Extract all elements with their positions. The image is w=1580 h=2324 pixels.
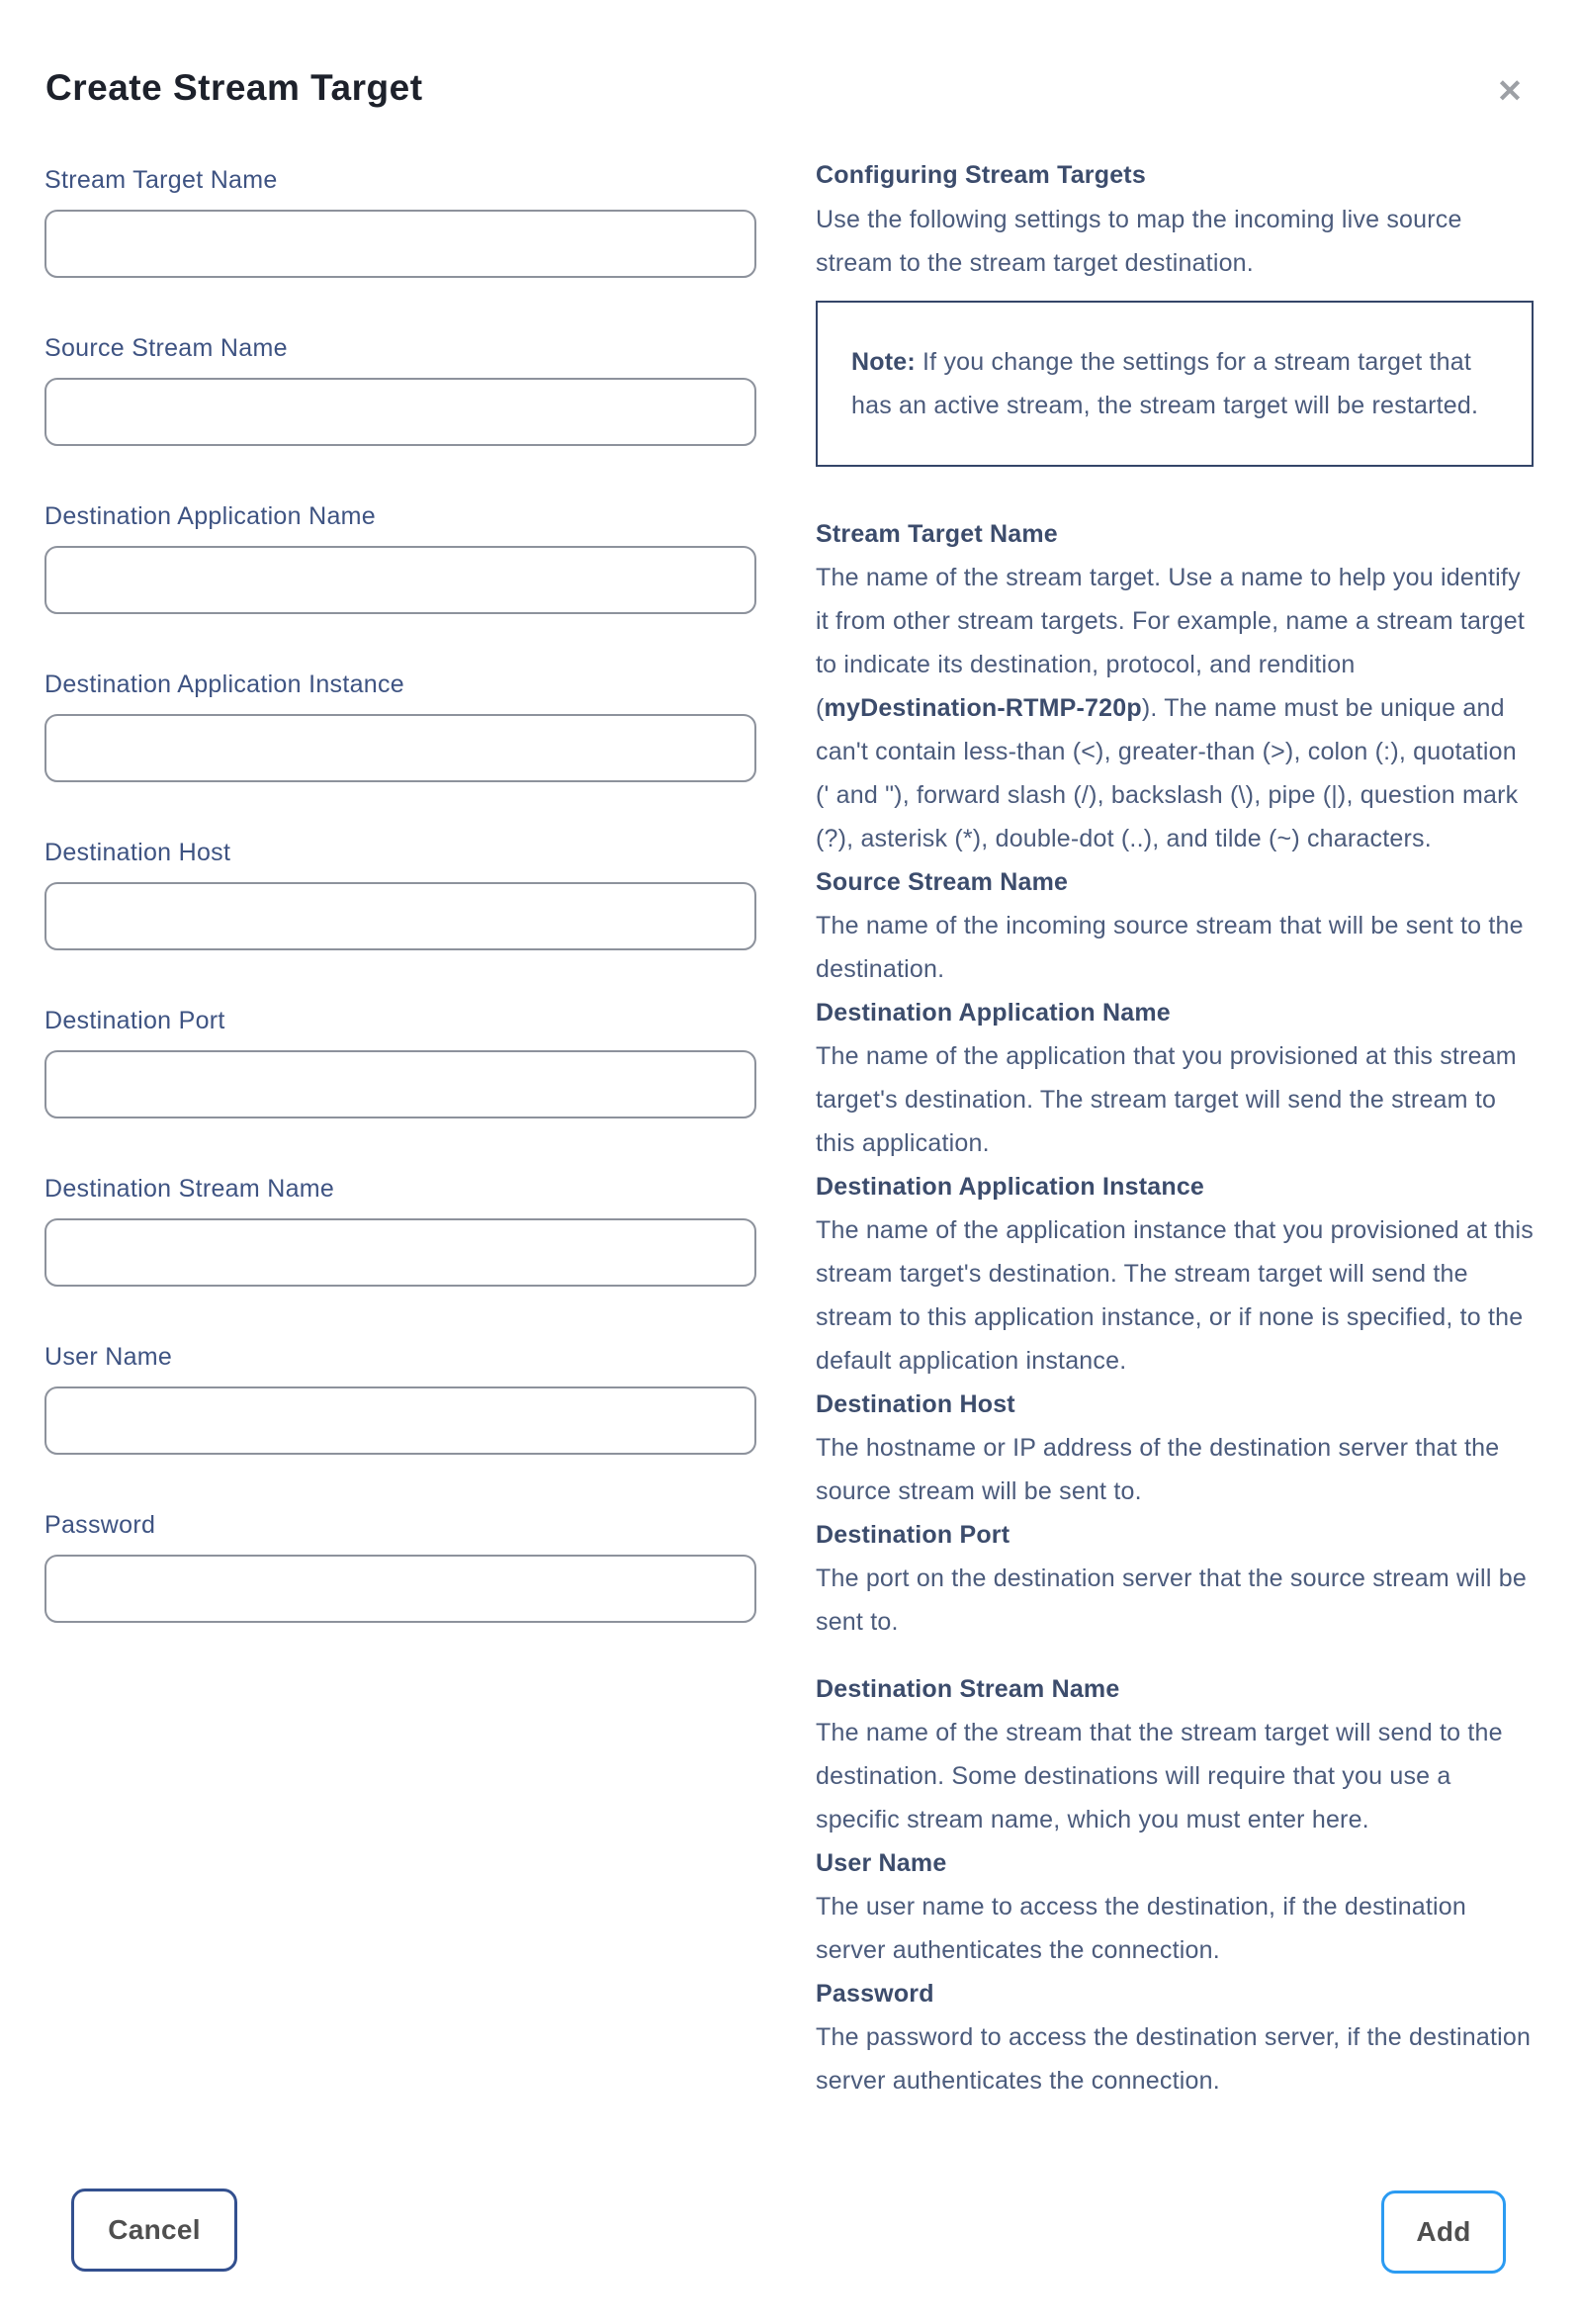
help-section-destination-host bbox=[816, 1383, 1534, 1513]
help-heading-password: Password bbox=[816, 1980, 934, 2008]
destination-application-name-input[interactable] bbox=[44, 546, 756, 614]
stream-target-name-input[interactable] bbox=[44, 210, 756, 278]
help-section-password bbox=[816, 1972, 1534, 2102]
note-box bbox=[816, 301, 1534, 467]
field-group-destination-stream-name bbox=[44, 1174, 756, 1287]
help-heading-destination-application-name: Destination Application Name bbox=[816, 999, 1171, 1027]
destination-host-input[interactable] bbox=[44, 882, 756, 950]
help-title: Configuring Stream Targets bbox=[816, 161, 1146, 189]
stream-target-form bbox=[44, 165, 756, 1678]
help-intro: Use the following settings to map the incoming live source stream to the stream target destination. bbox=[816, 206, 1462, 277]
add-button[interactable]: Add bbox=[1381, 2190, 1506, 2274]
field-label-password: Password bbox=[44, 1511, 156, 1539]
field-group-password bbox=[44, 1510, 756, 1623]
help-heading-user-name: User Name bbox=[816, 1849, 947, 1877]
destination-stream-name-input[interactable] bbox=[44, 1218, 756, 1287]
note-text: Note: If you change the settings for a stream target that has an active stream, the stream target will be restarted. bbox=[851, 348, 1479, 419]
help-section-user-name bbox=[816, 1841, 1534, 1972]
help-sections bbox=[816, 512, 1534, 2102]
help-section-source-stream-name bbox=[816, 860, 1534, 991]
field-group-destination-application-name bbox=[44, 501, 756, 614]
destination-application-instance-input[interactable] bbox=[44, 714, 756, 782]
source-stream-name-input[interactable] bbox=[44, 378, 756, 446]
field-group-destination-application-instance bbox=[44, 670, 756, 782]
field-label-stream-target-name: Stream Target Name bbox=[44, 166, 278, 194]
destination-port-input[interactable] bbox=[44, 1050, 756, 1118]
field-group-destination-host bbox=[44, 838, 756, 950]
help-heading-destination-application-instance: Destination Application Instance bbox=[816, 1173, 1205, 1201]
help-panel bbox=[816, 158, 1534, 2102]
help-body-stream-target-name: The name of the stream target. Use a name to help you identify it from other stream targets. For example, name a stream target to indicate its destination, protocol, and rendition (myDestination-RTMP-720p). The name must be unique and can't contain less-than (<), greater-than (>), colon (:), quotation (' and "), forward slash (/), backslash (\), pipe (|), question mark (?), asterisk (*), double-dot (..), and tilde (~) characters. bbox=[816, 564, 1526, 852]
help-body-destination-host: The hostname or IP address of the destination server that the source stream will be sent to. bbox=[816, 1434, 1500, 1505]
help-body-destination-application-instance: The name of the application instance that you provisioned at this stream target's destination. The stream target will send the stream to this application instance, or if none is specified, to the default application instance. bbox=[816, 1216, 1534, 1375]
page-title: Create Stream Target bbox=[45, 67, 423, 108]
user-name-input[interactable] bbox=[44, 1386, 756, 1455]
field-label-user-name: User Name bbox=[44, 1343, 173, 1371]
field-label-destination-host: Destination Host bbox=[44, 839, 231, 866]
help-section-stream-target-name bbox=[816, 512, 1534, 860]
help-heading-stream-target-name: Stream Target Name bbox=[816, 520, 1058, 548]
help-heading-destination-port: Destination Port bbox=[816, 1521, 1010, 1549]
close-icon[interactable]: ✕ bbox=[1496, 73, 1524, 109]
help-body-destination-port: The port on the destination server that the source stream will be sent to. bbox=[816, 1564, 1527, 1636]
help-section-destination-port bbox=[816, 1513, 1534, 1644]
help-heading-source-stream-name: Source Stream Name bbox=[816, 868, 1069, 896]
help-body-destination-stream-name: The name of the stream that the stream target will send to the destination. Some destinations will require that you use a specific stream name, which you must enter here. bbox=[816, 1719, 1503, 1833]
field-label-source-stream-name: Source Stream Name bbox=[44, 334, 288, 362]
help-body-user-name: The user name to access the destination, if the destination server authenticates the connection. bbox=[816, 1893, 1467, 1964]
help-section-destination-application-name bbox=[816, 991, 1534, 1165]
help-body-source-stream-name: The name of the incoming source stream that will be sent to the destination. bbox=[816, 912, 1524, 983]
field-label-destination-application-name: Destination Application Name bbox=[44, 502, 376, 530]
help-section-destination-application-instance bbox=[816, 1165, 1534, 1383]
help-heading-destination-host: Destination Host bbox=[816, 1390, 1015, 1418]
help-section-destination-stream-name bbox=[816, 1667, 1534, 1841]
field-group-source-stream-name bbox=[44, 333, 756, 446]
field-group-stream-target-name bbox=[44, 165, 756, 278]
cancel-button[interactable]: Cancel bbox=[71, 2189, 237, 2272]
help-body-password: The password to access the destination server, if the destination server authenticates the connection. bbox=[816, 2023, 1532, 2095]
field-group-destination-port bbox=[44, 1006, 756, 1118]
field-label-destination-stream-name: Destination Stream Name bbox=[44, 1175, 335, 1203]
field-label-destination-port: Destination Port bbox=[44, 1007, 225, 1034]
field-group-user-name bbox=[44, 1342, 756, 1455]
password-input[interactable] bbox=[44, 1555, 756, 1623]
help-body-destination-application-name: The name of the application that you provisioned at this stream target's destination. The stream target will send the stream to this application. bbox=[816, 1042, 1517, 1157]
help-heading-destination-stream-name: Destination Stream Name bbox=[816, 1675, 1120, 1703]
field-label-destination-application-instance: Destination Application Instance bbox=[44, 670, 404, 698]
